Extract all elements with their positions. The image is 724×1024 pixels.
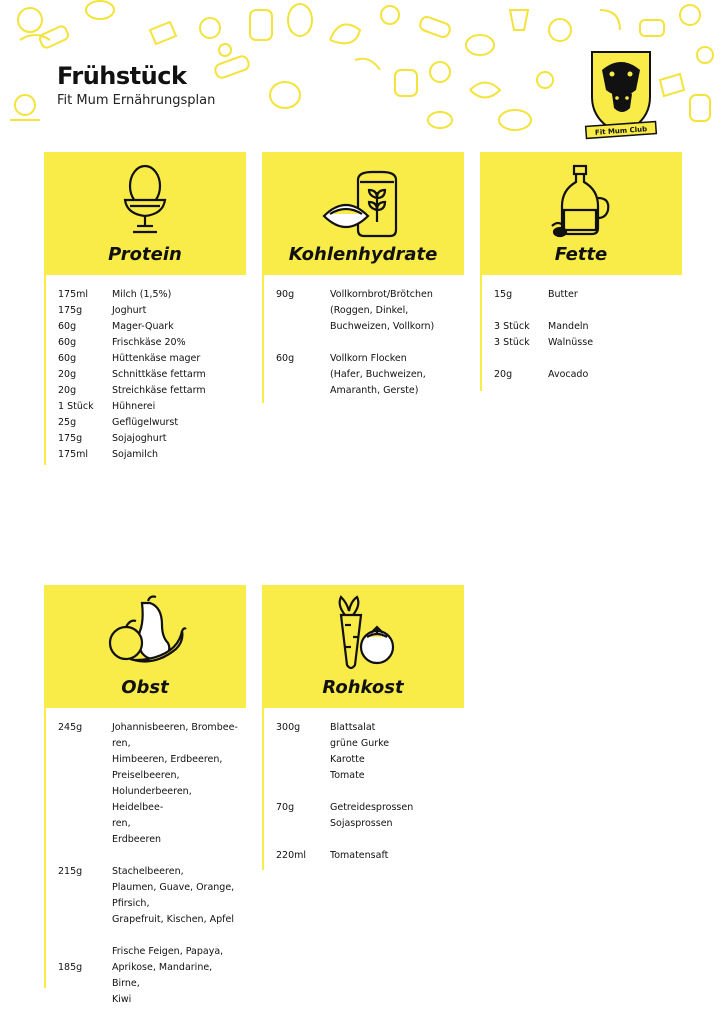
list-item bbox=[276, 736, 464, 752]
page-subtitle: Fit Mum Ernährungsplan bbox=[57, 93, 216, 108]
amount bbox=[276, 752, 330, 768]
food-name: Blattsalat bbox=[330, 722, 376, 733]
list-item bbox=[58, 784, 246, 816]
food-name: Hühnerei bbox=[112, 401, 156, 412]
list-item bbox=[276, 367, 464, 383]
food-name: Milch (1,5%) bbox=[112, 289, 172, 300]
food-name: Schnittkäse fettarm bbox=[112, 369, 206, 380]
amount bbox=[276, 768, 330, 784]
food-name: Buchweizen, Vollkorn) bbox=[330, 321, 435, 332]
list-item bbox=[58, 960, 246, 992]
list-item bbox=[276, 848, 464, 864]
list-spacer bbox=[276, 784, 464, 800]
amount bbox=[58, 784, 112, 816]
list-item bbox=[276, 816, 464, 832]
food-name: Amaranth, Gerste) bbox=[330, 385, 419, 396]
amount bbox=[58, 768, 112, 784]
list-spacer bbox=[276, 832, 464, 848]
list-item bbox=[58, 992, 246, 1008]
food-name: (Roggen, Dinkel, bbox=[330, 305, 409, 316]
amount bbox=[58, 944, 112, 960]
food-name: Vollkornbrot/Brötchen bbox=[330, 289, 433, 300]
list-item bbox=[58, 383, 246, 399]
amount: 185g bbox=[58, 962, 83, 973]
amount bbox=[276, 303, 330, 319]
list-spacer bbox=[276, 335, 464, 351]
list-item bbox=[58, 880, 246, 896]
list-item bbox=[494, 367, 682, 383]
food-name: Johannisbeeren, Brombee- bbox=[112, 722, 238, 733]
category-title: Obst bbox=[121, 677, 169, 698]
oil-bottle-icon bbox=[546, 160, 616, 240]
food-list bbox=[262, 708, 464, 870]
food-name: Tomatensaft bbox=[330, 850, 389, 861]
list-item bbox=[58, 399, 246, 415]
food-name: Geflügelwurst bbox=[112, 417, 179, 428]
list-item bbox=[58, 351, 246, 367]
list-item bbox=[276, 303, 464, 319]
list-item bbox=[276, 752, 464, 768]
list-item bbox=[494, 335, 682, 351]
list-item bbox=[58, 864, 246, 880]
food-list bbox=[44, 275, 246, 465]
amount: 20g bbox=[58, 385, 77, 396]
category-card-obst bbox=[44, 585, 246, 1005]
amount: 215g bbox=[58, 866, 83, 877]
list-item bbox=[276, 351, 464, 367]
amount: 3 Stück bbox=[494, 321, 530, 332]
list-item bbox=[276, 319, 464, 335]
amount: 20g bbox=[494, 369, 513, 380]
amount: 1 Stück bbox=[58, 401, 94, 412]
amount bbox=[276, 383, 330, 399]
amount bbox=[58, 752, 112, 768]
food-list bbox=[480, 275, 682, 391]
food-name: Grapefruit, Kischen, Apfel bbox=[112, 914, 234, 925]
category-title: Protein bbox=[108, 244, 182, 265]
list-item bbox=[276, 768, 464, 784]
list-spacer bbox=[494, 303, 682, 319]
food-name: Frischkäse 20% bbox=[112, 337, 186, 348]
amount: 3 Stück bbox=[494, 337, 530, 348]
amount bbox=[276, 816, 330, 832]
amount: 300g bbox=[276, 722, 301, 733]
category-header bbox=[44, 585, 246, 708]
amount: 25g bbox=[58, 417, 77, 428]
food-name: Pfirsich, bbox=[112, 898, 150, 909]
amount bbox=[58, 736, 112, 752]
amount: 60g bbox=[58, 337, 77, 348]
amount bbox=[58, 896, 112, 912]
amount bbox=[58, 992, 112, 1008]
list-item bbox=[58, 944, 246, 960]
list-item bbox=[58, 303, 246, 319]
list-item bbox=[58, 752, 246, 768]
food-name: Frische Feigen, Papaya, bbox=[112, 946, 224, 957]
food-name: Sojamilch bbox=[112, 449, 159, 460]
food-name: Kiwi bbox=[112, 994, 132, 1005]
fit-mum-club-logo bbox=[582, 42, 660, 142]
food-name: ren, bbox=[112, 738, 131, 749]
amount: 245g bbox=[58, 722, 83, 733]
amount: 175g bbox=[58, 305, 83, 316]
food-name: Holunderbeeren, Heidelbee- bbox=[112, 786, 192, 813]
amount: 70g bbox=[276, 802, 295, 813]
amount: 60g bbox=[276, 353, 295, 364]
category-card-kohlenhydrate bbox=[262, 152, 464, 403]
food-name: ren, bbox=[112, 818, 131, 829]
food-name: Sojajoghurt bbox=[112, 433, 167, 444]
amount: 175g bbox=[58, 433, 83, 444]
list-item bbox=[58, 832, 246, 848]
list-item bbox=[494, 319, 682, 335]
food-name: Stachelbeeren, bbox=[112, 866, 184, 877]
food-name: Erdbeeren bbox=[112, 834, 162, 845]
list-item bbox=[58, 415, 246, 431]
food-name: Karotte bbox=[330, 754, 365, 765]
amount bbox=[276, 736, 330, 752]
list-item bbox=[58, 335, 246, 351]
list-item bbox=[276, 800, 464, 816]
list-item bbox=[58, 287, 246, 303]
food-name: Vollkorn Flocken bbox=[330, 353, 407, 364]
vegetables-icon bbox=[323, 593, 403, 673]
list-item bbox=[276, 383, 464, 399]
amount bbox=[276, 367, 330, 383]
category-header bbox=[262, 585, 464, 708]
list-item bbox=[58, 447, 246, 463]
food-list bbox=[262, 275, 464, 403]
list-item bbox=[58, 319, 246, 335]
amount: 20g bbox=[58, 369, 77, 380]
food-name: (Hafer, Buchweizen, bbox=[330, 369, 426, 380]
category-header bbox=[262, 152, 464, 275]
food-name: Aprikose, Mandarine, Birne, bbox=[112, 962, 213, 989]
logo-text: Fit Mum Club bbox=[594, 125, 648, 137]
amount: 220ml bbox=[276, 850, 307, 861]
list-spacer bbox=[494, 351, 682, 367]
list-item bbox=[276, 720, 464, 736]
amount bbox=[276, 319, 330, 335]
category-title: Fette bbox=[554, 244, 608, 265]
amount bbox=[58, 880, 112, 896]
food-name: Joghurt bbox=[112, 305, 147, 316]
fruit-icon bbox=[100, 593, 190, 673]
amount bbox=[58, 832, 112, 848]
food-name: Sojasprossen bbox=[330, 818, 393, 829]
food-name: Mager-Quark bbox=[112, 321, 174, 332]
category-header bbox=[44, 152, 246, 275]
category-header bbox=[480, 152, 682, 275]
list-spacer bbox=[58, 928, 246, 944]
list-spacer bbox=[58, 848, 246, 864]
food-name: Himbeeren, Erdbeeren, bbox=[112, 754, 223, 765]
amount: 90g bbox=[276, 289, 295, 300]
food-name: Streichkäse fettarm bbox=[112, 385, 206, 396]
food-list bbox=[44, 708, 246, 1005]
category-card-rohkost bbox=[262, 585, 464, 870]
food-name: Walnüsse bbox=[548, 337, 594, 348]
food-name: Getreidesprossen bbox=[330, 802, 414, 813]
list-item bbox=[58, 720, 246, 736]
category-title: Kohlenhydrate bbox=[288, 244, 438, 265]
food-name: grüne Gurke bbox=[330, 738, 390, 749]
amount: 60g bbox=[58, 321, 77, 332]
list-item bbox=[58, 367, 246, 383]
list-item bbox=[58, 896, 246, 912]
amount: 175ml bbox=[58, 449, 89, 460]
list-item bbox=[58, 816, 246, 832]
list-item bbox=[276, 287, 464, 303]
category-title: Rohkost bbox=[322, 677, 404, 698]
list-item bbox=[58, 431, 246, 447]
page-title: Frühstück bbox=[57, 62, 187, 90]
grain-sack-icon bbox=[318, 160, 408, 240]
food-name: Tomate bbox=[330, 770, 365, 781]
egg-cup-icon bbox=[115, 160, 175, 240]
amount: 15g bbox=[494, 289, 513, 300]
amount: 175ml bbox=[58, 289, 89, 300]
category-card-fette bbox=[480, 152, 682, 391]
amount bbox=[58, 816, 112, 832]
food-name: Plaumen, Guave, Orange, bbox=[112, 882, 235, 893]
food-name: Avocado bbox=[548, 369, 589, 380]
list-item bbox=[58, 912, 246, 928]
list-item bbox=[58, 736, 246, 752]
food-name: Butter bbox=[548, 289, 578, 300]
amount: 60g bbox=[58, 353, 77, 364]
food-name: Mandeln bbox=[548, 321, 589, 332]
amount bbox=[58, 912, 112, 928]
list-item bbox=[58, 768, 246, 784]
list-item bbox=[494, 287, 682, 303]
category-card-protein bbox=[44, 152, 246, 465]
food-name: Hüttenkäse mager bbox=[112, 353, 201, 364]
food-name: Preiselbeeren, bbox=[112, 770, 180, 781]
